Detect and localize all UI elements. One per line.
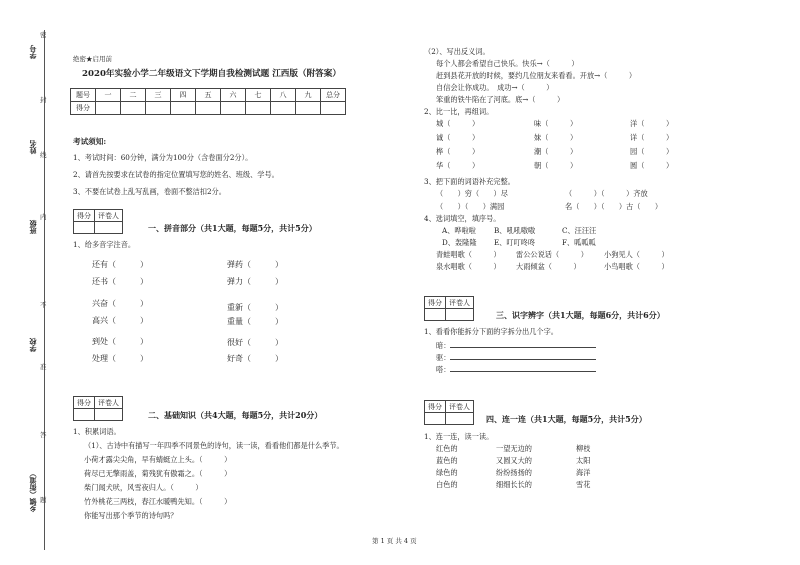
answer-line[interactable] [450,340,596,348]
section-3-title: 三、识字辨字（共1大题，每题6分，共计6分） [496,310,665,320]
cut-char: 准 [40,363,47,371]
compare-item: 朝（ ） [534,161,578,170]
grader-cell[interactable] [74,409,95,421]
compare-item: 妹（ ） [534,133,578,142]
fill-item: （ ）（ ）满园 [436,202,505,211]
cut-char: 密 [40,31,47,39]
split-char-item [436,340,596,351]
match-item-right[interactable]: 雪花 [576,480,591,489]
grader-cell[interactable] [446,309,474,321]
grader-cell[interactable] [95,409,123,421]
score-head-cell: 五 [196,89,221,102]
score-cell[interactable] [221,102,246,115]
score-head-cell: 二 [121,89,146,102]
section-1-question: 1、给多音字注音。 [73,240,136,249]
polyphone-item: 重量（ ） [227,317,283,326]
grader-reviewer-label: 评卷人 [446,401,474,413]
score-head-cell: 总分 [321,89,346,102]
grader-cell[interactable] [446,413,474,425]
cut-char: 不 [40,301,47,309]
split-char-item [436,352,596,363]
grader-score-label: 得分 [425,401,446,413]
polyphone-item: 弹药（ ） [227,260,283,269]
compare-item: 圆（ ） [630,161,674,170]
answer-line[interactable] [450,364,596,372]
antonym-item: 赶到县花开放的时候，要约几位朋友来看看。开放→（ ） [436,71,637,80]
score-cell[interactable] [121,102,146,115]
score-head-cell: 三 [146,89,171,102]
option: B、吼吼嗷嗷 [494,226,536,235]
compare-heading: 2、比一比，再组词。 [424,107,494,116]
polyphone-item: 弹力（ ） [227,277,283,286]
poem-line: 小荷才露尖尖角，早有蜻蜓立上头。（ ） [84,455,232,464]
page-title: 2020年实验小学二年级语文下学期自我检测试题 江西版（附答案） [82,69,341,79]
poem-line: 荷尽已无擎雨盖，菊残犹有傲霜之。（ ） [84,469,232,478]
binding-line [44,30,45,550]
antonym-item: 笨重的铁牛陷在了河底。底→（ ） [436,95,565,104]
compare-item: 详（ ） [630,133,674,142]
section-4-title: 四、连一连（共1大题，每题5分，共计5分） [486,414,647,424]
compare-item: 潮（ ） [534,147,578,156]
grader-score-label: 得分 [74,397,95,409]
grader-reviewer-label: 评卷人 [95,210,123,222]
cut-char: 封 [40,96,47,104]
town-label: 乡镇（街道） [28,470,37,512]
split-char: 暗： [436,341,451,350]
choose-item: 小鸟唱歌（ ） [604,262,669,271]
match-item-left[interactable]: 绿色的 [436,468,458,477]
section-4-question: 1、连一连，读一读。 [424,432,494,441]
antonym-item: 自信会让你成功。 成功→（ ） [436,83,554,92]
polyphone-item: 重新（ ） [227,303,283,312]
section-2-question: 1、积累词语。 [73,427,121,436]
grader-reviewer-label: 评卷人 [446,297,474,309]
match-item-right[interactable]: 海洋 [576,468,591,477]
score-cell[interactable] [196,102,221,115]
match-item-left[interactable]: 白色的 [436,480,458,489]
split-char-item [436,364,596,375]
score-head-cell: 八 [271,89,296,102]
score-cell[interactable] [171,102,196,115]
option: E、叮叮咚咚 [494,238,536,247]
secret-mark: 绝密★启用前 [73,55,112,63]
fill-item: （ ）（ ）齐放 [565,189,648,198]
compare-item: 华（ ） [436,161,480,170]
fill-item: 名（ ）（ ）古（ ） [565,202,663,211]
grader-box [424,400,474,425]
grader-score-label: 得分 [74,210,95,222]
poem-instruction: （1）、古诗中有描写一年四季不同景色的诗句，读一读，看看他们都是什么季节。 [84,441,344,450]
section-3-question: 1、看看你能拆分下面的字拆分出几个字。 [424,327,558,336]
compare-item: 洋（ ） [630,119,674,128]
fill-item: （ ）穷（ ）尽 [436,189,508,198]
score-row-label: 得分 [71,102,96,115]
score-head-cell: 一 [96,89,121,102]
choose-item: 大雨倾盆（ ） [516,262,581,271]
score-cell[interactable] [296,102,321,115]
score-head-cell: 题号 [71,89,96,102]
notice-item: 1、考试时间：60分钟，满分为100分（含卷面分2分）。 [73,153,253,162]
score-head-cell: 六 [221,89,246,102]
compare-item: 园（ ） [630,147,674,156]
student-id-label: 学号 [28,45,37,59]
polyphone-item: 还有（ ） [92,260,148,269]
poem-line: 你能写出那个季节的诗句吗？ [84,511,178,520]
grader-cell[interactable] [74,222,95,234]
notice-heading: 考试须知: [73,137,107,146]
antonym-heading: （2）、写出反义词。 [424,47,490,56]
compare-item: 诚（ ） [436,133,480,142]
grader-cell[interactable] [425,413,446,425]
cut-char: 答 [40,431,47,439]
score-cell[interactable] [271,102,296,115]
class-label: 班级 [28,220,37,234]
score-table [70,88,346,115]
score-head-cell: 九 [296,89,321,102]
choose-item: 泉水唱歌（ ） [436,262,501,271]
grader-reviewer-label: 评卷人 [95,397,123,409]
split-char: 嗒： [436,365,451,374]
score-cell[interactable] [321,102,346,115]
score-cell[interactable] [96,102,121,115]
match-item-middle[interactable]: 纷纷扬扬的 [496,468,532,477]
polyphone-item: 处理（ ） [92,354,148,363]
polyphone-item: 还书（ ） [92,277,148,286]
option: C、汪汪汪 [562,226,597,235]
page-footer: 第 1 页 共 4 页 [372,537,417,545]
match-item-left[interactable]: 红色的 [436,444,458,453]
name-label: 姓名 [28,140,37,154]
grader-box [424,296,474,321]
polyphone-item: 到处（ ） [92,337,148,346]
polyphone-item: 很好（ ） [227,338,283,347]
grader-cell[interactable] [425,309,446,321]
school-label: 学校 [28,338,37,352]
polyphone-item: 兴奋（ ） [92,299,148,308]
poem-line: 竹外桃花三两枝，春江水暖鸭先知。（ ） [84,497,232,506]
grader-box [73,396,123,421]
match-item-middle[interactable]: 细细长长的 [496,480,532,489]
option: A、哗啦啦 [442,226,476,235]
choose-item: 青蛙唱歌（ ） [436,250,501,259]
choose-item: 小狗见人（ ） [604,250,669,259]
section-2-title: 二、基础知识（共4大题，每题5分，共计20分） [148,410,323,420]
notice-item: 3、不要在试卷上乱写乱画，卷面不整洁扣2分。 [73,187,226,196]
cut-char: 内 [40,213,47,221]
answer-line[interactable] [450,352,596,360]
score-cell[interactable] [246,102,271,115]
match-item-middle[interactable]: 一望无边的 [496,444,532,453]
option: D、轰隆隆 [442,238,477,247]
compare-item: 城（ ） [436,119,480,128]
grader-box [73,209,123,234]
match-item-middle[interactable]: 又圆又大的 [496,456,532,465]
cut-char: 题 [40,496,47,504]
choose-heading: 4、选词填空，填序号。 [424,214,501,223]
match-item-left[interactable]: 蓝色的 [436,456,458,465]
notice-item: 2、请首先按要求在试卷的指定位置填写您的姓名、班级、学号。 [73,170,279,179]
option: F、呱呱呱 [562,238,596,247]
polyphone-item: 好奇（ ） [227,354,283,363]
score-cell[interactable] [146,102,171,115]
split-char: 驱： [436,353,451,362]
score-head-cell: 四 [171,89,196,102]
cut-char: 线 [40,151,47,159]
section-1-title: 一、拼音部分（共1大题，每题5分，共计5分） [148,223,317,233]
score-head-cell: 七 [246,89,271,102]
grader-cell[interactable] [95,222,123,234]
choose-item: 雷公公说话（ ） [516,250,588,259]
compare-item: 味（ ） [534,119,578,128]
polyphone-item: 高兴（ ） [92,316,148,325]
poem-line: 柴门闻犬吠，风雪夜归人。（ ） [84,483,203,492]
compare-item: 桦（ ） [436,147,480,156]
antonym-item: 每个人都会希望自己快乐。快乐→（ ） [436,59,579,68]
match-item-right[interactable]: 柳枝 [576,444,591,453]
grader-score-label: 得分 [425,297,446,309]
match-item-right[interactable]: 太阳 [576,456,591,465]
fill-heading: 3、把下面的词语补充完整。 [424,177,515,186]
